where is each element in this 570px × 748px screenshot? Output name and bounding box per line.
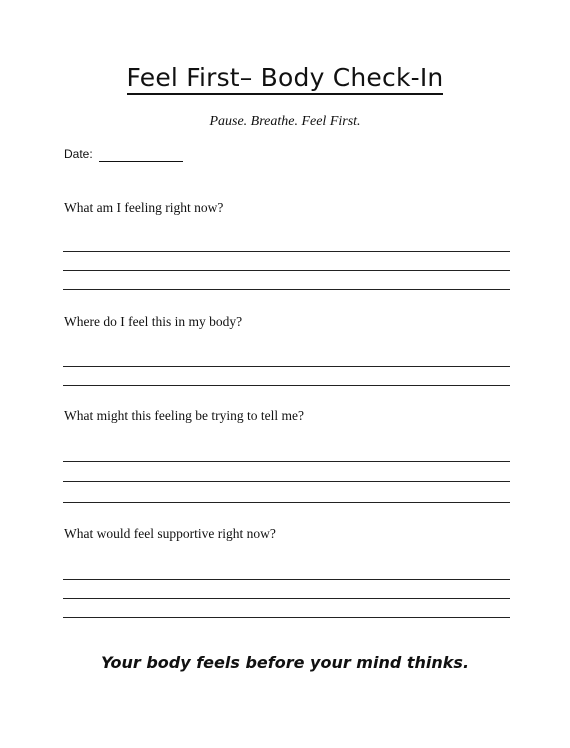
question-4: What would feel supportive right now? — [64, 526, 276, 541]
answer-line[interactable] — [63, 251, 510, 252]
answer-line[interactable] — [63, 270, 510, 271]
date-field — [64, 146, 183, 162]
question-2: Where do I feel this in my body? — [64, 314, 243, 329]
answer-line[interactable] — [63, 617, 510, 618]
answer-line[interactable] — [63, 579, 510, 580]
page-subtitle: Pause. Breathe. Feel First. — [209, 114, 361, 129]
date-label: Date: — [64, 147, 93, 161]
page-title — [0, 62, 570, 94]
question-3: What might this feeling be trying to tell me? — [64, 408, 304, 423]
answer-line[interactable] — [63, 502, 510, 503]
answer-line[interactable] — [63, 598, 510, 599]
answer-line[interactable] — [63, 481, 510, 482]
page-title-text: Feel First– Body Check-In — [127, 63, 444, 95]
footer-quote: Your body feels before your mind thinks. — [100, 653, 470, 672]
answer-line[interactable] — [63, 461, 510, 462]
answer-line[interactable] — [63, 385, 510, 386]
question-1: What am I feeling right now? — [64, 200, 224, 215]
answer-line[interactable] — [63, 366, 510, 367]
answer-line[interactable] — [63, 289, 510, 290]
date-blank-line[interactable] — [99, 149, 183, 162]
